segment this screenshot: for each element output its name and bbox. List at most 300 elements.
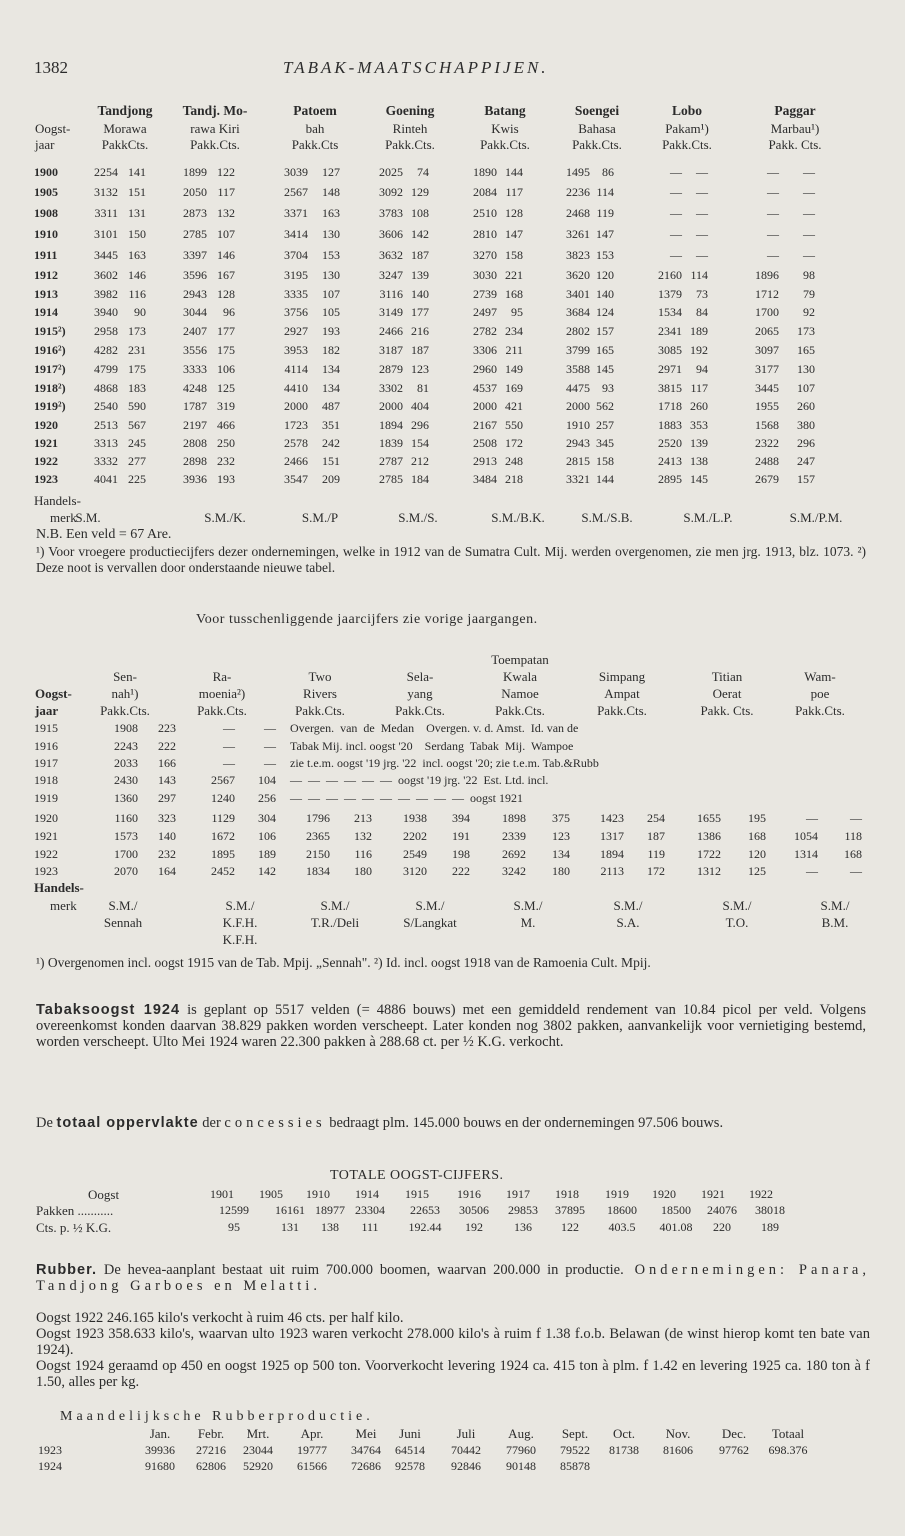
cents-cell: 130 [797, 362, 815, 376]
value-cell: 192 [465, 1220, 483, 1234]
company-name-2: Ampat [604, 686, 640, 701]
cents-cell: 105 [322, 305, 340, 319]
cents-cell: 157 [797, 472, 815, 486]
cents-cell: 180 [354, 864, 372, 878]
value-cell: 192.44 [408, 1220, 442, 1234]
year-cell: 1908 [34, 206, 58, 220]
cents-cell: 132 [217, 206, 235, 220]
pakken-cell: 3815 [658, 381, 682, 395]
value-cell: 23044 [243, 1443, 273, 1457]
month-header: Juli [456, 1426, 476, 1441]
cents-cell: 125 [748, 864, 766, 878]
month-header: Dec. [721, 1426, 747, 1441]
pakken-cell: 2913 [473, 454, 497, 468]
cents-cell: 92 [803, 305, 815, 319]
pakken-cell: 2202 [403, 829, 427, 843]
pakken-cell: 3195 [284, 268, 308, 282]
concessies-word: concessies [224, 1115, 326, 1131]
pakken-cell: 3270 [473, 248, 497, 262]
cents-cell: 140 [411, 287, 429, 301]
cents-cell: 146 [217, 248, 235, 262]
value-cell: 18977 [315, 1203, 345, 1217]
pakken-cell: 2430 [114, 773, 138, 787]
cents-cell: 118 [844, 829, 862, 843]
year-cell: 1921 [34, 829, 58, 843]
value-cell: 39936 [145, 1443, 175, 1457]
stub-header: jaar [35, 137, 55, 152]
cents-cell: 153 [596, 248, 614, 262]
company-name: Sela- [406, 669, 434, 684]
value-cell: 92578 [395, 1459, 425, 1473]
unit-header: Pakk.Cts. [572, 137, 622, 152]
cents-cell: 144 [596, 472, 614, 486]
value-cell: 72686 [351, 1459, 381, 1473]
cents-cell: 167 [217, 268, 235, 282]
cents-cell: 191 [452, 829, 470, 843]
cents-cell: 562 [596, 399, 614, 413]
pakken-cell: 2943 [183, 287, 207, 301]
pakken-cell: 2513 [94, 418, 118, 432]
pakken-cell: 2197 [183, 418, 207, 432]
cents-cell: 175 [128, 362, 146, 376]
pakken-cell: 1423 [600, 811, 624, 825]
cents-cell: 187 [411, 343, 429, 357]
value-cell: 85878 [560, 1459, 590, 1473]
pakken-cell: 1895 [211, 847, 235, 861]
cents-cell: 466 [217, 418, 235, 432]
cents-cell: — [696, 185, 708, 199]
cents-cell: 168 [844, 847, 862, 861]
value-cell: 91680 [145, 1459, 175, 1473]
cents-cell: 567 [128, 418, 146, 432]
cents-cell: 198 [452, 847, 470, 861]
pakken-cell: 3092 [379, 185, 403, 199]
value-cell: 22653 [410, 1203, 440, 1217]
company-name: Sen- [113, 669, 137, 684]
value-cell: 30506 [459, 1203, 489, 1217]
unit-header: Pakk.Cts. [197, 703, 247, 718]
company-name: Wam- [804, 669, 836, 684]
cents-cell: 277 [128, 454, 146, 468]
cents-cell: 107 [217, 227, 235, 241]
cents-cell: 145 [596, 362, 614, 376]
pakken-cell: 3484 [473, 472, 497, 486]
pakken-cell: 2802 [566, 324, 590, 338]
pakken-cell: 3333 [183, 362, 207, 376]
company-name: Lobo [671, 103, 703, 118]
pakken-cell: 3799 [566, 343, 590, 357]
pakken-cell: 1834 [306, 864, 330, 878]
year-header: 1901 [210, 1187, 234, 1201]
pakken-cell: 1890 [473, 165, 497, 179]
cents-cell: 260 [797, 399, 815, 413]
year-cell: 1917²) [34, 362, 66, 376]
company-name-2: Marbau¹) [770, 121, 820, 136]
pakken-cell: 3547 [284, 472, 308, 486]
pakken-cell: 1672 [211, 829, 235, 843]
cents-cell: 242 [322, 436, 340, 450]
pakken-cell: 2510 [473, 206, 497, 220]
pakken-cell: 3177 [755, 362, 779, 376]
company-name: Ra- [212, 669, 232, 684]
pakken-cell: 4282 [94, 343, 118, 357]
cents-cell: 590 [128, 399, 146, 413]
cents-cell: 211 [505, 343, 523, 357]
unit-header: Pakk.Cts. [662, 137, 712, 152]
cents-cell: 140 [158, 829, 176, 843]
pakken-cell: 2540 [94, 399, 118, 413]
handelsmerk-cell: S.M./L.P. [683, 510, 733, 525]
cents-cell: 114 [596, 185, 614, 199]
company-name-2: bah [305, 121, 325, 136]
company-name-2: rawa Kiri [190, 121, 240, 136]
pakken-cell: 2413 [658, 454, 682, 468]
month-header: Sept. [561, 1426, 589, 1441]
company-name-2: Bahasa [578, 121, 616, 136]
footnote-1: ¹) Voor vroegere productiecijfers dezer ondernemingen, welke in 1912 van de Sumatra Cult. Mij. werden overgenomen, zie men jrg. 1913, blz. 1073. ²) Deze noot is vervallen door onderstaande nieuwe tabel. [36, 544, 866, 575]
pakken-cell: 3247 [379, 268, 403, 282]
cents-cell: 151 [322, 454, 340, 468]
cents-cell: 90 [134, 305, 146, 319]
pakken-cell: 3149 [379, 305, 403, 319]
cents-cell: 129 [411, 185, 429, 199]
pakken-cell: 3030 [473, 268, 497, 282]
cents-cell: 145 [690, 472, 708, 486]
value-cell: 38018 [755, 1203, 785, 1217]
handelsmerk-cell: S.M./K. [204, 510, 246, 525]
handelsmerk-cell: S.M./P.M. [789, 510, 843, 525]
pakken-cell: 2000 [284, 399, 308, 413]
pakken-cell: 4475 [566, 381, 590, 395]
cents-cell: 134 [322, 362, 340, 376]
pakken-cell: 1312 [697, 864, 721, 878]
pakken-cell: 2971 [658, 362, 682, 376]
cents-cell: — [696, 165, 708, 179]
cents-cell: 164 [158, 864, 176, 878]
handelsmerk-cell-2: S.A. [616, 915, 640, 930]
month-header: Febr. [197, 1426, 225, 1441]
cents-cell: 139 [411, 268, 429, 282]
handelsmerk-cell-3: K.F.H. [222, 932, 258, 947]
cents-cell: 193 [217, 472, 235, 486]
handelsmerk-cell: S.M./ [415, 898, 445, 913]
pakken-cell: 2898 [183, 454, 207, 468]
merged-text-cell: Overgen. van de Medan Overgen. v. d. Amst. Id. van de [290, 721, 579, 735]
year-cell: 1916 [34, 739, 58, 753]
value-cell: 34764 [351, 1443, 381, 1457]
cents-cell: 175 [217, 343, 235, 357]
unit-header: PakkCts. [101, 137, 149, 152]
year-cell: 1911 [34, 248, 58, 262]
cents-cell: 165 [797, 343, 815, 357]
pakken-cell: — [806, 811, 818, 825]
pakken-cell: 2578 [284, 436, 308, 450]
pakken-cell: 3401 [566, 287, 590, 301]
month-header: Mei [355, 1426, 377, 1441]
pakken-cell: 3940 [94, 305, 118, 319]
year-header: 1914 [355, 1187, 379, 1201]
pakken-cell: 2341 [658, 324, 682, 338]
cents-cell: 74 [417, 165, 429, 179]
pakken-cell: 2466 [379, 324, 403, 338]
cents-cell: 166 [158, 756, 176, 770]
cents-cell: 222 [158, 739, 176, 753]
pakken-cell: 2497 [473, 305, 497, 319]
year-header: 1918 [555, 1187, 579, 1201]
cents-cell: 147 [505, 227, 523, 241]
pakken-cell: 3313 [94, 436, 118, 450]
stub-header: jaar [35, 703, 59, 718]
rubber-paragraph-3: Oogst 1923 358.633 kilo's, waarvan ulto 1923 waren verkocht 278.000 kilo's à ruim f 1.38 f.o.b. Belawan (de winst hierop komt ten bate van 1924). [36, 1326, 870, 1358]
year-cell: 1913 [34, 287, 58, 301]
pakken-cell: 2927 [284, 324, 308, 338]
company-name: Goening [385, 103, 435, 118]
merged-text-cell: — — — — — — — — — — oogst 1921 [290, 791, 524, 805]
pakken-cell: 3132 [94, 185, 118, 199]
cents-cell: 187 [411, 248, 429, 262]
pakken-cell: 2070 [114, 864, 138, 878]
cents-cell: 96 [223, 305, 235, 319]
cents-cell: 222 [452, 864, 470, 878]
pakken-cell: 2810 [473, 227, 497, 241]
value-cell: 18500 [661, 1203, 691, 1217]
cents-cell: 193 [322, 324, 340, 338]
company-name-2: Morawa [103, 121, 147, 136]
handelsmerk-cell: S.M./S.B. [581, 510, 633, 525]
value-cell: 27216 [196, 1443, 226, 1457]
value-cell: 18600 [607, 1203, 637, 1217]
pakken-cell: 1700 [755, 305, 779, 319]
pakken-cell: 2785 [379, 472, 403, 486]
cents-cell: 86 [602, 165, 614, 179]
pakken-cell: 2407 [183, 324, 207, 338]
month-header: Totaal [771, 1426, 805, 1441]
company-name-2: Kwis [491, 121, 519, 136]
pakken-cell: 3097 [755, 343, 779, 357]
pakken-cell: 2815 [566, 454, 590, 468]
cents-cell: 319 [217, 399, 235, 413]
cents-cell: 127 [322, 165, 340, 179]
handelsmerk-cell-2: M. [520, 915, 536, 930]
pakken-cell: 2943 [566, 436, 590, 450]
pakken-cell: — [767, 227, 779, 241]
cents-cell: 125 [217, 381, 235, 395]
year-cell: 1920 [34, 811, 58, 825]
cents-cell: 195 [748, 811, 766, 825]
cents-cell: 157 [596, 324, 614, 338]
value-cell: 401.08 [659, 1220, 693, 1234]
cents-cell: — [803, 227, 815, 241]
pakken-cell: 3684 [566, 305, 590, 319]
cents-cell: 296 [797, 436, 815, 450]
year-header: 1917 [506, 1187, 530, 1201]
rubber-ondernemingen: Ondernemingen: Panara, Tandjong Garboes en Melatti. [36, 1262, 870, 1294]
pakken-cell: 2150 [306, 847, 330, 861]
pakken-cell: 3783 [379, 206, 403, 220]
cents-cell: 117 [505, 185, 523, 199]
pakken-cell: 1899 [183, 165, 207, 179]
cents-cell: 114 [690, 268, 708, 282]
pakken-cell: — [670, 165, 682, 179]
cents-cell: — [803, 206, 815, 220]
pakken-cell: 2167 [473, 418, 497, 432]
pakken-cell: 2808 [183, 436, 207, 450]
year-header: 1919 [605, 1187, 629, 1201]
running-title: TABAK-MAATSCHAPPIJEN. [283, 58, 549, 77]
cents-cell: 296 [411, 418, 429, 432]
company-name: Batang [484, 103, 526, 118]
pakken-cell: 2785 [183, 227, 207, 241]
tabaksoogst-text: is geplant op 5517 velden (= 4886 bouws) met een gemiddeld rendement van 10.84 picol per veld. Volgens overeenkomst konden daarvan 38.829 pakken worden verscheept. Later konden nog 3802 pakken, aanvankelijk voor vernietiging bestemd, worden verscheept. Ulto Mei 1924 waren 22.300 pakken à 288.68 ct. per ½ K.G. verkocht. [36, 1002, 866, 1050]
cents-cell: 147 [596, 227, 614, 241]
cents-cell: 404 [411, 399, 429, 413]
year-cell: 1923 [34, 864, 58, 878]
pakken-cell: 3756 [284, 305, 308, 319]
cents-cell: 172 [505, 436, 523, 450]
cents-cell: — [803, 185, 815, 199]
month-header: Oct. [612, 1426, 636, 1441]
value-cell: 12599 [219, 1203, 249, 1217]
cents-cell: 173 [797, 324, 815, 338]
cents-cell: 81 [417, 381, 429, 395]
unit-header: Pakk.Cts. [385, 137, 435, 152]
handelsmerk-cell: S.M./P [301, 510, 339, 525]
cents-cell: 487 [322, 399, 340, 413]
pakken-cell: 4248 [183, 381, 207, 395]
pakken-cell: 2025 [379, 165, 403, 179]
cents-cell: 180 [552, 864, 570, 878]
year-header: 1910 [306, 1187, 330, 1201]
year-cell: 1923 [34, 472, 58, 486]
year-header: 1921 [701, 1187, 725, 1201]
handelsmerk-cell-2: K.F.H. [222, 915, 258, 930]
pakken-cell: 3311 [94, 206, 118, 220]
oppervlakte-post: bedraagt plm. 145.000 bouws en der ondernemingen 97.506 bouws. [325, 1115, 724, 1131]
pakken-cell: 1573 [114, 829, 138, 843]
value-cell: 97762 [719, 1443, 749, 1457]
pakken-cell: 1360 [114, 791, 138, 805]
pakken-cell: 2160 [658, 268, 682, 282]
value-cell: 77960 [506, 1443, 536, 1457]
pakken-cell: 2254 [94, 165, 118, 179]
pakken-cell: 1379 [658, 287, 682, 301]
pakken-cell: 2243 [114, 739, 138, 753]
oppervlakte-heading: totaal oppervlakte [56, 1115, 199, 1131]
pakken-cell: — [670, 248, 682, 262]
pakken-cell: 2065 [755, 324, 779, 338]
cents-cell: 225 [128, 472, 146, 486]
pakken-cell: — [670, 227, 682, 241]
handelsmerk-cell-2: T.O. [725, 915, 749, 930]
value-cell: 698.376 [768, 1443, 808, 1457]
company-name: Paggar [774, 103, 816, 118]
cents-cell: 123 [411, 362, 429, 376]
year-header: 1916 [457, 1187, 481, 1201]
cents-cell: 130 [322, 227, 340, 241]
unit-header: Pakk.Cts. [100, 703, 150, 718]
cents-cell: 79 [803, 287, 815, 301]
pakken-cell: 1723 [284, 418, 308, 432]
cents-cell: 173 [128, 324, 146, 338]
year-cell: 1923 [38, 1443, 62, 1457]
year-cell: 1905 [34, 185, 58, 199]
value-cell: 81606 [663, 1443, 693, 1457]
cents-cell: 421 [505, 399, 523, 413]
cents-cell: 141 [128, 165, 146, 179]
rubber-heading: Rubber. [36, 1262, 97, 1278]
year-cell: 1912 [34, 268, 58, 282]
cents-cell: 323 [158, 811, 176, 825]
pakken-cell: 2339 [502, 829, 526, 843]
pakken-cell: 3120 [403, 864, 427, 878]
cents-cell: 187 [647, 829, 665, 843]
pakken-cell: 3414 [284, 227, 308, 241]
company-name-2: Rinteh [392, 121, 428, 136]
month-header: Jan. [149, 1426, 171, 1441]
merged-text-cell: Tabak Mij. incl. oogst '20 Serdang Tabak Mij. Wampoe [290, 739, 574, 753]
pakken-cell: 2879 [379, 362, 403, 376]
pakken-cell: 1908 [114, 721, 138, 735]
pakken-cell: 3588 [566, 362, 590, 376]
pakken-cell: 4537 [473, 381, 497, 395]
year-cell: 1919²) [34, 399, 66, 413]
cents-cell: 104 [258, 773, 276, 787]
company-name: Titian [711, 669, 743, 684]
pakken-cell: 1839 [379, 436, 403, 450]
pakken-cell: 2895 [658, 472, 682, 486]
company-name: Tandj. Mo- [182, 103, 248, 118]
pakken-cell: 2452 [211, 864, 235, 878]
value-cell: 70442 [451, 1443, 481, 1457]
cents-cell: 234 [505, 324, 523, 338]
pakken-cell: — [767, 185, 779, 199]
cents-cell: 184 [411, 472, 429, 486]
stub-header: Oogst- [35, 686, 72, 701]
cents-cell: 189 [258, 847, 276, 861]
pakken-cell: 3335 [284, 287, 308, 301]
pakken-cell: 2692 [502, 847, 526, 861]
cents-cell: 108 [411, 206, 429, 220]
pakken-cell: 2958 [94, 324, 118, 338]
stub-header: Oogst- [35, 121, 71, 136]
company-name-2: yang [407, 686, 433, 701]
toempatan-label: Toempatan [491, 652, 549, 667]
cents-cell: 84 [696, 305, 708, 319]
cents-cell: 168 [505, 287, 523, 301]
cents-cell: 94 [696, 362, 708, 376]
pakken-cell: 2084 [473, 185, 497, 199]
pakken-cell: 2679 [755, 472, 779, 486]
handelsmerk-cell: S.M./ [108, 898, 138, 913]
cents-cell: 153 [322, 248, 340, 262]
cents-cell: 107 [797, 381, 815, 395]
oppervlakte-mid: der [198, 1115, 225, 1131]
value-cell: 16161 [275, 1203, 305, 1217]
company-name-2: Oerat [712, 686, 742, 701]
pakken-cell: 3085 [658, 343, 682, 357]
cents-cell: 304 [258, 811, 276, 825]
cents-cell: 163 [128, 248, 146, 262]
value-cell: 24076 [707, 1203, 737, 1217]
cents-cell: 209 [322, 472, 340, 486]
pakken-cell: 2000 [379, 399, 403, 413]
year-cell: 1914 [34, 305, 58, 319]
year-cell: 1922 [34, 454, 58, 468]
year-cell: 1921 [34, 436, 58, 450]
year-cell: 1918 [34, 773, 58, 787]
year-cell: 1910 [34, 227, 58, 241]
handelsmerk-cell: S.M./S. [398, 510, 438, 525]
